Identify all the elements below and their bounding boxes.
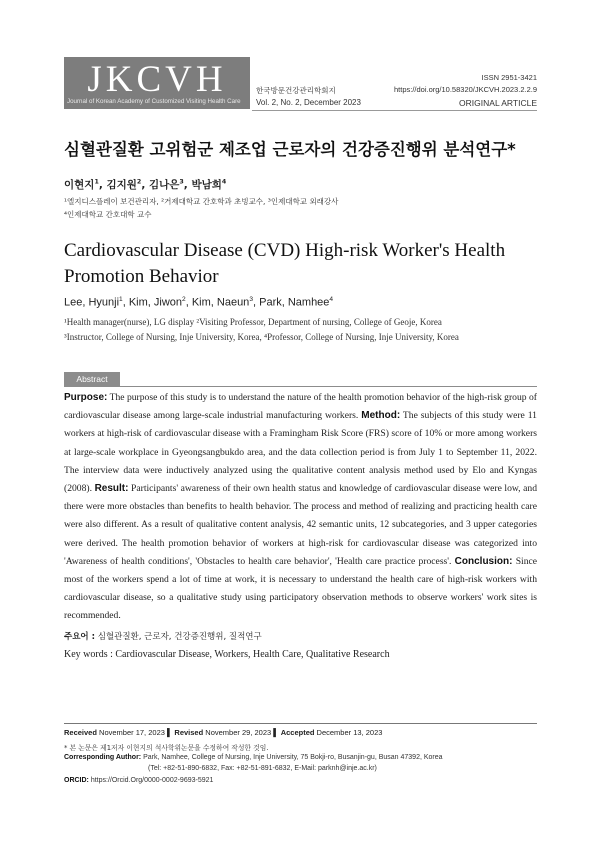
conclusion-label: Conclusion: (454, 555, 513, 567)
purpose-label: Purpose: (64, 392, 108, 403)
author-name: Lee, Hyunji (64, 296, 120, 309)
author-name: Kim, Naeun (191, 296, 250, 309)
corresponding-text: Park, Namhee, College of Nursing, Inje University, 75 Bokji-ro, Busanjin-gu, Busan 47392, Korea (141, 754, 443, 761)
abstract-label: Abstract (64, 372, 120, 386)
author-name: 박남희 (191, 179, 222, 191)
english-authors: Lee, Hyunji$^1$, Kim, Jiwon$^2$, Kim, Naeun$^3$, Park, Namhee$^4$ (64, 296, 334, 309)
author-name: 이현지 (64, 179, 95, 191)
orcid (64, 777, 213, 784)
received-date: November 17, 2023 (99, 728, 165, 737)
corresponding-label: Corresponding Author: (64, 754, 142, 761)
logo-subtitle: Journal of Korean Academy of Customized Visiting Health Care (67, 98, 241, 105)
english-keywords-label: Key words : (64, 649, 113, 660)
issn: ISSN 2951-3421 (481, 73, 537, 82)
author-name: 김나은 (148, 179, 180, 191)
result-text: Participants' awareness of their own health status and knowledge of cardiovascular disease were low, and there were more obstacles than benefits to health behavior. The process and method of realizing and practicing health care were also different. As a result of qualitative content analysis, 42 semantic units, 12 subcategories, and 3 upper categories were derived. The health promotion behavior of workers at high-risk for cardiovascular disease was categorized into 'Awareness of health conditions', 'Obstacles to health care behavior', 'Health care practice process'. (64, 483, 537, 567)
journal-logo (64, 57, 250, 109)
dates-line (64, 728, 382, 737)
separator: ▌ (273, 728, 279, 737)
method-label: Method: (361, 410, 401, 422)
doi-link[interactable]: https://doi.org/10.58320/JKCVH.2023.2.2.9 (393, 85, 537, 94)
english-keywords-text: Cardiovascular Disease, Workers, Health Care, Qualitative Research (112, 649, 390, 660)
korean-affiliation-line: ⁴인제대학교 간호대학 교수 (64, 210, 152, 219)
separator: ▌ (167, 728, 173, 737)
english-keywords (64, 649, 390, 660)
footer-rule (64, 723, 537, 724)
orcid-link[interactable]: https://Orcid.Org/0000-0002-9693-5921 (88, 777, 214, 784)
korean-keywords-text: 심혈관질환, 근로자, 건강증진행위, 질적연구 (95, 632, 262, 642)
korean-keywords-label: 주요어 : (64, 632, 95, 642)
conclusion-text: Since most of the workers spend a lot of time at work, it is necessary to understand the health care of high-risk workers with cardiovascular disease, so a qualitative study using participatory observation methods to observe workers' work sites is recommended. (64, 555, 538, 622)
orcid-label: ORCID: (64, 777, 89, 784)
journal-korean-name: 한국방문건강관리학회지 (256, 86, 336, 95)
abstract-rule (64, 386, 537, 387)
revised-label: Revised (174, 728, 204, 737)
korean-authors: 이현지$^1$, 김지원$^2$, 김나은$^3$, 박남희$^4$ (64, 178, 227, 191)
result-label: Result: (94, 483, 129, 495)
corresponding-author (64, 754, 443, 761)
author-name: 김지원 (106, 179, 137, 191)
author-name: Kim, Jiwon (128, 296, 183, 309)
volume-info: Vol. 2, No. 2, December 2023 (256, 98, 361, 107)
method-text: The subjects of this study were 11 workers at high-risk of cardiovascular disease with a Framingham Risk Score (FRS) score of 10% or more among workers at large-scale workplace in Gyeongsangbukdo area, and the data collection period is from July 1 to September 11, 2022. The interview data were inductively analyzed using the qualitative content analysis method used by Elo and Kyngas (2008). (64, 410, 537, 495)
english-affiliation-line: ¹Health manager(nurse), LG display ²Visiting Professor, Department of nursing, College of Geoje, Korea (64, 317, 442, 327)
accepted-label: Accepted (280, 728, 315, 737)
korean-keywords (64, 630, 262, 642)
purpose-text: The purpose of this study is to understand the nature of the health promotion behavior of the high-risk group of cardiovascular disease among large-scale industrial manufacturing workers. (64, 392, 537, 422)
korean-title: 심혈관질환 고위험군 제조업 근로자의 건강증진행위 분석연구* (64, 140, 516, 159)
article-type: ORIGINAL ARTICLE (459, 98, 537, 108)
author-name: Park, Namhee (259, 296, 330, 309)
received-label: Received (64, 728, 97, 737)
korean-affiliation-line: ¹엘지디스플레이 보건관리자, ²거제대학교 간호학과 초빙교수, ³인제대학교 외래강사 (64, 197, 339, 206)
corresponding-contact: (Tel: +82-51-890-6832, Fax: +82-51-891-6832, E-Mail: parknh@inje.ac.kr) (148, 765, 377, 772)
accepted-date: December 13, 2023 (316, 728, 383, 737)
abstract-body (64, 389, 537, 626)
english-title: Cardiovascular Disease (CVD) High-risk Worker's Health Promotion Behavior (64, 240, 506, 287)
thesis-note: * 본 논문은 제1저자 이현지의 석사학위논문을 수정하여 작성한 것임. (64, 744, 269, 752)
revised-date: November 29, 2023 (205, 728, 272, 737)
logo-text: JKCVH (87, 59, 227, 100)
english-affiliation-line: ³Instructor, College of Nursing, Inje University, Korea, ⁴Professor, College of Nursing, Inje University, Korea (64, 332, 459, 342)
